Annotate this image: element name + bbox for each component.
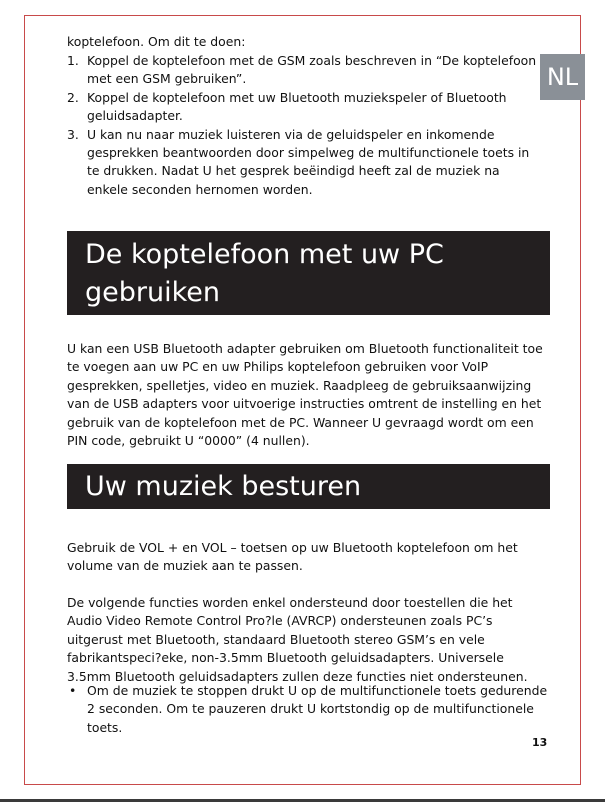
language-tab: NL bbox=[540, 54, 585, 100]
bullet-icon: • bbox=[69, 683, 77, 698]
list-item-text: Koppel de koptelefoon met de GSM zoals beschreven in “De koptelefoon met een GSM gebruiken”. bbox=[87, 53, 537, 87]
list-item bbox=[67, 682, 549, 737]
list-number: 3. bbox=[67, 126, 79, 142]
avrcp-paragraph: De volgende functies worden enkel ondersteund door toestellen die het Audio Video Remote Control Pro?le (AVRCP) ondersteunen zoals PC’s uitgerust met Bluetooth, standaard Bluetooth stereo GSM’s en vele fabrikantspeci?eke, non-3.5mm Bluetooth geluidsadapters. Universele 3.5mm Bluetooth geluidsadapters zullen deze functies niet ondersteunen. bbox=[67, 595, 528, 684]
list-item bbox=[67, 89, 537, 126]
list-item-text: Om de muziek te stoppen drukt U op de multifunctionele toets gedurende 2 seconden. Om te pauzeren drukt U kortstondig op de multifunctionele toets. bbox=[87, 683, 548, 735]
section-heading-music bbox=[67, 464, 550, 509]
bullet-list bbox=[67, 682, 549, 737]
volume-paragraph: Gebruik de VOL + en VOL – toetsen op uw Bluetooth koptelefoon om het volume van de muziek aan te passen. bbox=[67, 540, 518, 574]
list-item-text: U kan nu naar muziek luisteren via de geluidspeler en inkomende gesprekken beantwoorden door simpelweg de multifunctionele toets in te drukken. Nadat U het gesprek beëindigd heeft zal de muziek na enkele seconden hernomen worden. bbox=[87, 126, 530, 197]
section-heading-text: De koptelefoon met uw PC gebruiken bbox=[85, 239, 444, 308]
list-item bbox=[67, 126, 537, 200]
intro-text: koptelefoon. Om dit te doen: bbox=[67, 34, 246, 49]
section-heading-pc bbox=[67, 231, 550, 315]
list-number: 1. bbox=[67, 53, 79, 68]
steps-list bbox=[67, 52, 537, 199]
bottom-rule bbox=[0, 799, 605, 802]
section-heading-text: Uw muziek besturen bbox=[85, 471, 362, 502]
list-item bbox=[67, 52, 537, 89]
page-number: 13 bbox=[532, 736, 548, 749]
list-number: 2. bbox=[67, 89, 79, 105]
section-pc-body: U kan een USB Bluetooth adapter gebruiken om Bluetooth functionaliteit toe te voegen aan uw PC en uw Philips koptelefoon gebruiken voor VoIP gesprekken, spelletjes, video en muziek. Raadpleeg de gebruiksaanwijzing van de USB adapters voor uitvoerige instructies omtrent de instelling en het gebruik van de koptelefoon met de PC. Wanneer U gevraagd wordt om een PIN code, gebruikt U “0000” (4 nullen). bbox=[67, 341, 543, 449]
list-item-text: Koppel de koptelefoon met uw Bluetooth muziekspeler of Bluetooth geluidsadapter. bbox=[87, 89, 507, 124]
